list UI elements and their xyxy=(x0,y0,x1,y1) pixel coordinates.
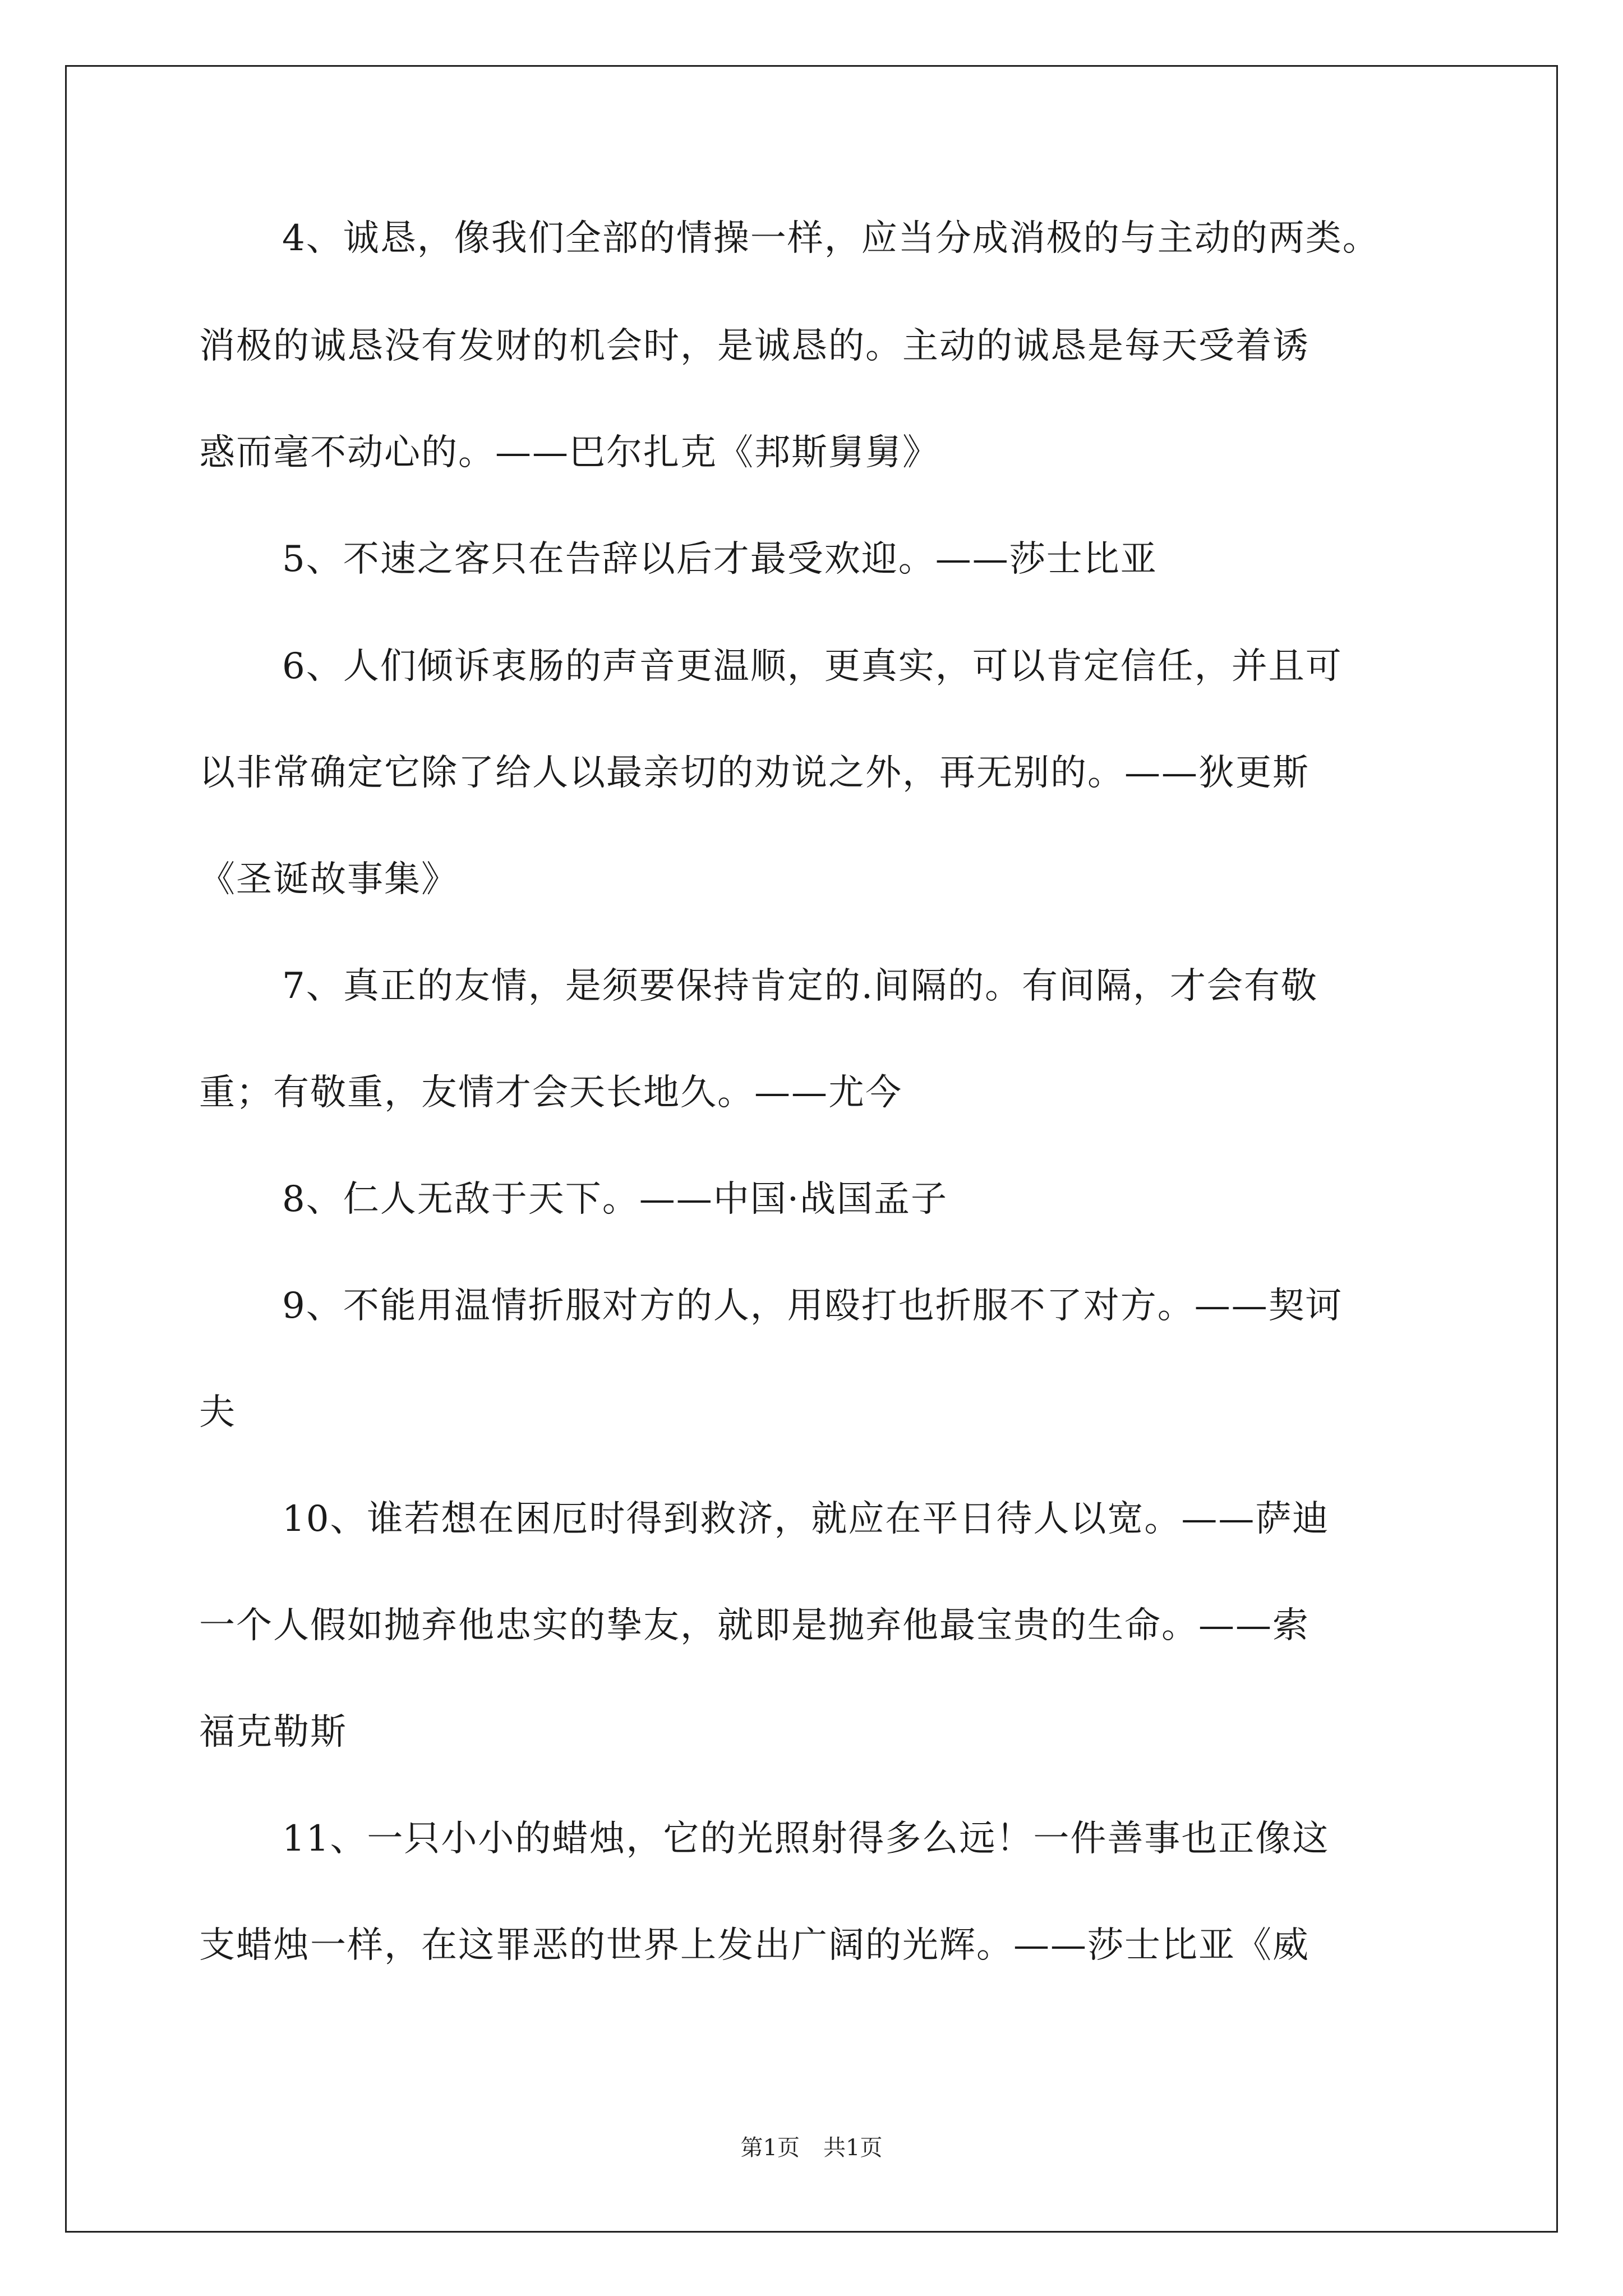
page-footer xyxy=(0,2134,1623,2162)
quote-6-line-3: 《圣诞故事集》 xyxy=(199,859,458,900)
quote-6-line-2: 以非常确定它除了给人以最亲切的劝说之外，再无别的。——狄更斯 xyxy=(199,752,1310,794)
page-total: 共1页 xyxy=(823,2135,883,2161)
quote-7-line-1: 7、真正的友情，是须要保持肯定的.间隔的。有间隔，才会有敬 xyxy=(282,965,1318,1007)
quote-4-line-3: 惑而毫不动心的。——巴尔扎克《邦斯舅舅》 xyxy=(199,432,939,473)
quote-6-line-1: 6、人们倾诉衷肠的声音更温顺，更真实，可以肯定信任，并且可 xyxy=(282,646,1343,687)
quote-10-line-3: 福克勒斯 xyxy=(199,1711,347,1753)
quote-11-line-2: 支蜡烛一样，在这罪恶的世界上发出广阔的光辉。——莎士比亚《威 xyxy=(199,1925,1310,1966)
quote-5-line-1: 5、不速之客只在告辞以后才最受欢迎。——莎士比亚 xyxy=(282,539,1158,580)
quote-10-line-2: 一个人假如抛弃他忠实的挚友，就即是抛弃他最宝贵的生命。——索 xyxy=(199,1605,1310,1646)
quote-10-line-1: 10、谁若想在困厄时得到救济，就应在平日待人以宽。——萨迪 xyxy=(282,1498,1330,1540)
quote-7-line-2: 重；有敬重，友情才会天长地久。——尤今 xyxy=(199,1072,902,1114)
quote-11-line-1: 11、一只小小的蜡烛，它的光照射得多么远！一件善事也正像这 xyxy=(282,1818,1330,1860)
quote-4-line-2: 消极的诚恳没有发财的机会时，是诚恳的。主动的诚恳是每天受着诱 xyxy=(199,325,1310,367)
quote-8-line-1: 8、仁人无敌于天下。——中国·战国孟子 xyxy=(282,1179,948,1220)
page-border xyxy=(65,65,1558,2233)
page-number: 第1页 xyxy=(740,2135,800,2161)
quote-9-line-2: 夫 xyxy=(199,1392,236,1433)
quote-9-line-1: 9、不能用温情折服对方的人，用殴打也折服不了对方。——契诃 xyxy=(282,1285,1343,1327)
quote-4-line-1: 4、诚恳，像我们全部的情操一样，应当分成消极的与主动的两类。 xyxy=(282,218,1380,259)
